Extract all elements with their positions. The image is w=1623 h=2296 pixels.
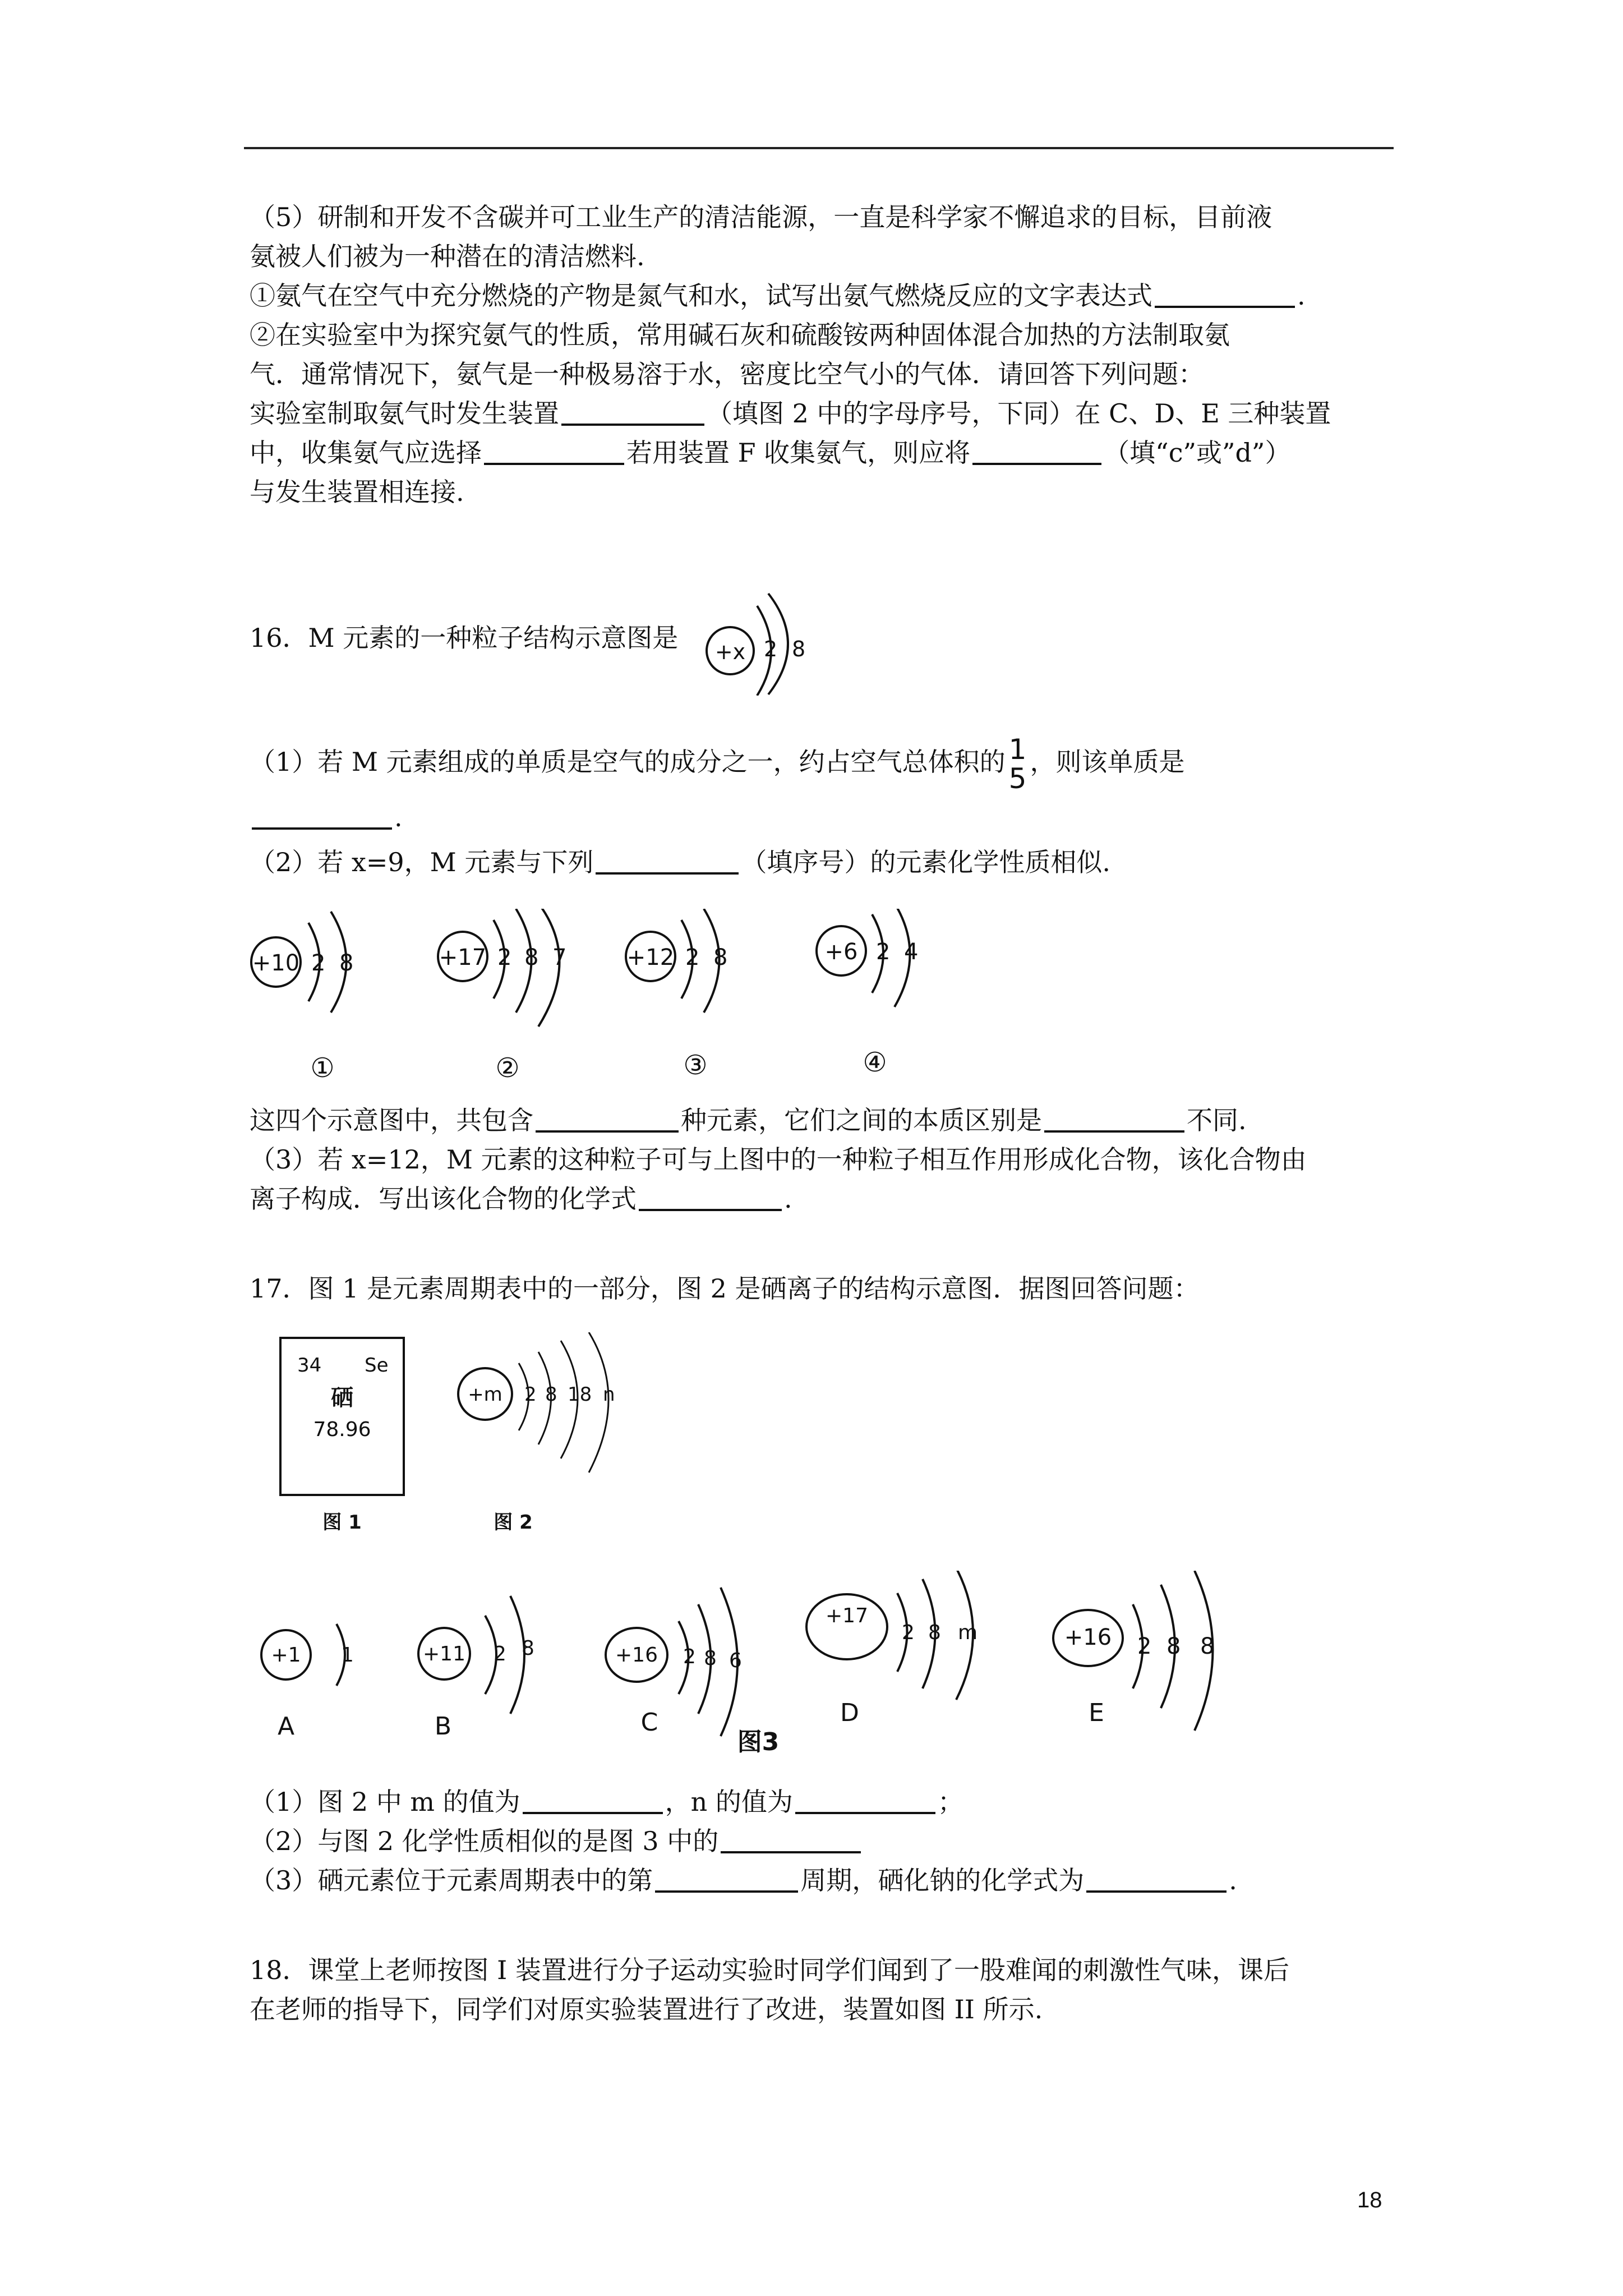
q17-p3-b: 周期，硒化钠的化学式为 <box>800 1865 1085 1895</box>
shell-count: 8 <box>339 950 354 976</box>
answer-blank[interactable] <box>596 848 739 875</box>
q15-s1 <box>250 278 1306 314</box>
answer-blank[interactable] <box>523 1787 663 1814</box>
nucleus-label: +16 <box>1064 1625 1112 1650</box>
shell-count: 2 <box>494 1642 506 1665</box>
q17-p1 <box>250 1784 963 1820</box>
q16-options-diagrams <box>247 909 976 1099</box>
answer-blank[interactable] <box>1155 281 1295 308</box>
shell-count: 8 <box>522 1637 534 1660</box>
answer-blank[interactable] <box>639 1184 782 1211</box>
q17-p1-a: （1）图 2 中 m 的值为 <box>250 1787 520 1817</box>
q15-s2-line2: 气．通常情况下，氨气是一种极易溶于水，密度比空气小的气体．请回答下列问题： <box>250 359 1204 389</box>
atomic-number: 34 <box>297 1354 322 1377</box>
shell-count: 2 <box>902 1621 915 1644</box>
shell-count: 2 <box>311 950 326 976</box>
q17-stem: 17．图 1 是元素周期表中的一部分，图 2 是硒离子的结构示意图．据图回答问题： <box>250 1273 1200 1304</box>
option-label: C <box>640 1708 658 1737</box>
q15-s2-line3-b: （填图 2 中的字母序号，下同）在 C、D、E 三种装置 <box>707 398 1331 429</box>
element-name: 硒 <box>331 1385 353 1411</box>
q17-p2 <box>250 1823 863 1859</box>
atom-diagram-c <box>606 1588 742 1737</box>
shell-count: 1 <box>341 1644 354 1667</box>
option-label: A <box>277 1712 295 1741</box>
answer-blank[interactable] <box>536 1106 679 1133</box>
nucleus-label: +10 <box>252 950 300 976</box>
q15-s1-text: ①氨气在空气中充分燃烧的产物是氮气和水，试写出氨气燃烧反应的文字表达式 <box>250 280 1152 311</box>
q16-p2-c-a: 这四个示意图中，共包含 <box>250 1105 533 1135</box>
atom-diagram-b <box>418 1596 534 1741</box>
shell-count: 8 <box>704 1647 717 1670</box>
q15-s2-line4 <box>250 435 1290 471</box>
q15-s2-line5: 与发生装置相连接. <box>250 477 464 507</box>
shell-count: 8 <box>524 945 539 970</box>
option-label: D <box>840 1699 859 1727</box>
q16-p1-b: ，则该单质是 <box>1030 747 1185 777</box>
q15-s1-end: . <box>1297 280 1306 311</box>
shell-count: 6 <box>729 1649 742 1672</box>
fraction-denominator: 5 <box>1008 762 1027 795</box>
shell-count: 2 <box>764 637 778 661</box>
q16-p3-line2-b: . <box>784 1184 792 1214</box>
nucleus-label: +12 <box>626 945 675 970</box>
atomic-mass: 78.96 <box>313 1418 371 1441</box>
q17-figures-1-2 <box>275 1332 667 1545</box>
nucleus-label: +11 <box>423 1642 465 1665</box>
shell-count: m <box>958 1621 978 1644</box>
q17-figure-3 <box>247 1571 1267 1767</box>
q16-p2-c-c: 不同. <box>1187 1105 1247 1135</box>
q16-p1-a: （1）若 M 元素组成的单质是空气的成分之一，约占空气总体积的 <box>250 747 1006 777</box>
shell-count: n <box>603 1383 615 1406</box>
atom-diagram-e <box>1053 1571 1214 1731</box>
figure-caption: 图3 <box>737 1728 780 1756</box>
q17-p3-c: . <box>1229 1865 1237 1895</box>
nucleus-label: +1 <box>271 1644 301 1667</box>
q17-p3-a: （3）硒元素位于元素周期表中的第 <box>250 1865 653 1895</box>
shell-count: 8 <box>928 1621 941 1644</box>
shell-count: 2 <box>524 1383 537 1406</box>
q16-p1 <box>250 735 1184 793</box>
q16-p1-answer <box>250 799 403 835</box>
q17-p1-c: ； <box>937 1787 963 1817</box>
option-label: ④ <box>863 1047 887 1078</box>
shell-count: 2 <box>497 945 512 970</box>
shell-count: 2 <box>685 945 700 970</box>
answer-blank[interactable] <box>561 399 704 426</box>
q15-s2-line3-a: 实验室制取氨气时发生装置 <box>250 398 559 429</box>
q16-p1-end: . <box>394 802 403 832</box>
shell-count: 4 <box>904 939 919 965</box>
q15-s2-line4-b: 若用装置 F 收集氨气，则应将 <box>626 438 971 468</box>
nucleus-label: +6 <box>824 939 858 965</box>
answer-blank[interactable] <box>1044 1106 1184 1133</box>
option-label: ① <box>310 1052 335 1084</box>
q15-s2-line4-c: （填“c”或”d”） <box>1104 438 1291 468</box>
q18-line1: 18．课堂上老师按图 I 装置进行分子运动实验时同学们闻到了一股难闻的刺激性气味，课后 <box>250 1955 1289 1985</box>
answer-blank[interactable] <box>972 438 1101 465</box>
answer-blank[interactable] <box>721 1826 861 1853</box>
figure-caption: 图 1 <box>322 1511 362 1534</box>
q16-p2-c-b: 种元素，它们之间的本质区别是 <box>681 1105 1042 1135</box>
answer-blank[interactable] <box>252 803 392 830</box>
nucleus-label: +16 <box>615 1644 658 1667</box>
shell-count: 8 <box>545 1383 557 1406</box>
shell-count: 8 <box>1166 1634 1181 1659</box>
atom-diagram-option-2 <box>438 909 566 1084</box>
atom-diagram-a <box>261 1624 354 1741</box>
q17-p2-text: （2）与图 2 化学性质相似的是图 3 中的 <box>250 1826 719 1856</box>
q15-p5-line1: （5）研制和开发不含碳并可工业生产的清洁能源，一直是科学家不懈追求的目标，目前液 <box>250 202 1272 232</box>
atom-diagram-option-1 <box>251 912 353 1084</box>
selenium-ion-diagram <box>458 1332 615 1534</box>
answer-blank[interactable] <box>795 1787 935 1814</box>
q17-p1-b: ，n 的值为 <box>665 1787 793 1817</box>
shell-count: 8 <box>1200 1634 1215 1659</box>
shell-count: 2 <box>876 939 891 965</box>
q17-p3 <box>250 1862 1237 1898</box>
nucleus-label: +17 <box>826 1604 868 1627</box>
q15-s2-line3 <box>250 395 1331 431</box>
shell-count: 18 <box>568 1383 592 1406</box>
answer-blank[interactable] <box>655 1866 798 1893</box>
shell-count: 2 <box>1137 1634 1152 1659</box>
fraction <box>1009 735 1027 793</box>
q15-s2-line4-a: 中，收集氨气应选择 <box>250 438 482 468</box>
option-label: B <box>434 1712 452 1741</box>
option-label: ② <box>495 1052 520 1084</box>
q16-p2-a: （2）若 x=9，M 元素与下列 <box>250 847 594 877</box>
page-number: 18 <box>1357 2188 1382 2212</box>
nucleus-label: +17 <box>439 945 487 970</box>
option-label: ③ <box>683 1050 708 1081</box>
shell-count: 8 <box>713 945 728 970</box>
option-label: E <box>1089 1699 1104 1727</box>
q16-p3-line2 <box>250 1181 792 1217</box>
q15-s2-line1: ②在实验室中为探究氨气的性质，常用碱石灰和硫酸铵两种固体混合加热的方法制取氨 <box>250 320 1230 350</box>
shell-count: 2 <box>683 1645 696 1668</box>
atom-diagram-d <box>806 1571 978 1727</box>
q16-p3-line2-a: 离子构成．写出该化合物的化学式 <box>250 1184 637 1214</box>
periodic-table-cell <box>280 1338 404 1534</box>
fraction-numerator: 1 <box>1008 733 1027 766</box>
shell-count: 8 <box>792 637 806 661</box>
atom-diagram-option-3 <box>626 909 727 1081</box>
nucleus-label: +m <box>468 1383 502 1406</box>
q16-p2-b: （填序号）的元素化学性质相似. <box>741 847 1110 877</box>
q15-p5-line2: 氨被人们被为一种潜在的清洁燃料. <box>250 241 645 272</box>
q16-stem: 16．M 元素的一种粒子结构示意图是 <box>250 623 679 653</box>
atom-diagram-option-4 <box>817 909 918 1078</box>
q16-p3-line1: （3）若 x=12，M 元素的这种粒子可与上图中的一种粒子相互作用形成化合物，该化合物由 <box>250 1144 1307 1175</box>
q16-stem-diagram <box>695 583 819 696</box>
nucleus-label: +x <box>714 639 746 664</box>
q16-p2-c <box>250 1102 1247 1138</box>
answer-blank[interactable] <box>484 438 624 465</box>
q18-line2: 在老师的指导下，同学们对原实验装置进行了改进，装置如图 II 所示. <box>250 1994 1043 2024</box>
shell-count: 7 <box>552 945 567 970</box>
header-rule <box>244 147 1394 149</box>
answer-blank[interactable] <box>1086 1866 1227 1893</box>
figure-caption: 图 2 <box>494 1511 533 1534</box>
element-symbol: Se <box>365 1354 389 1377</box>
q16-p2 <box>250 844 1110 880</box>
